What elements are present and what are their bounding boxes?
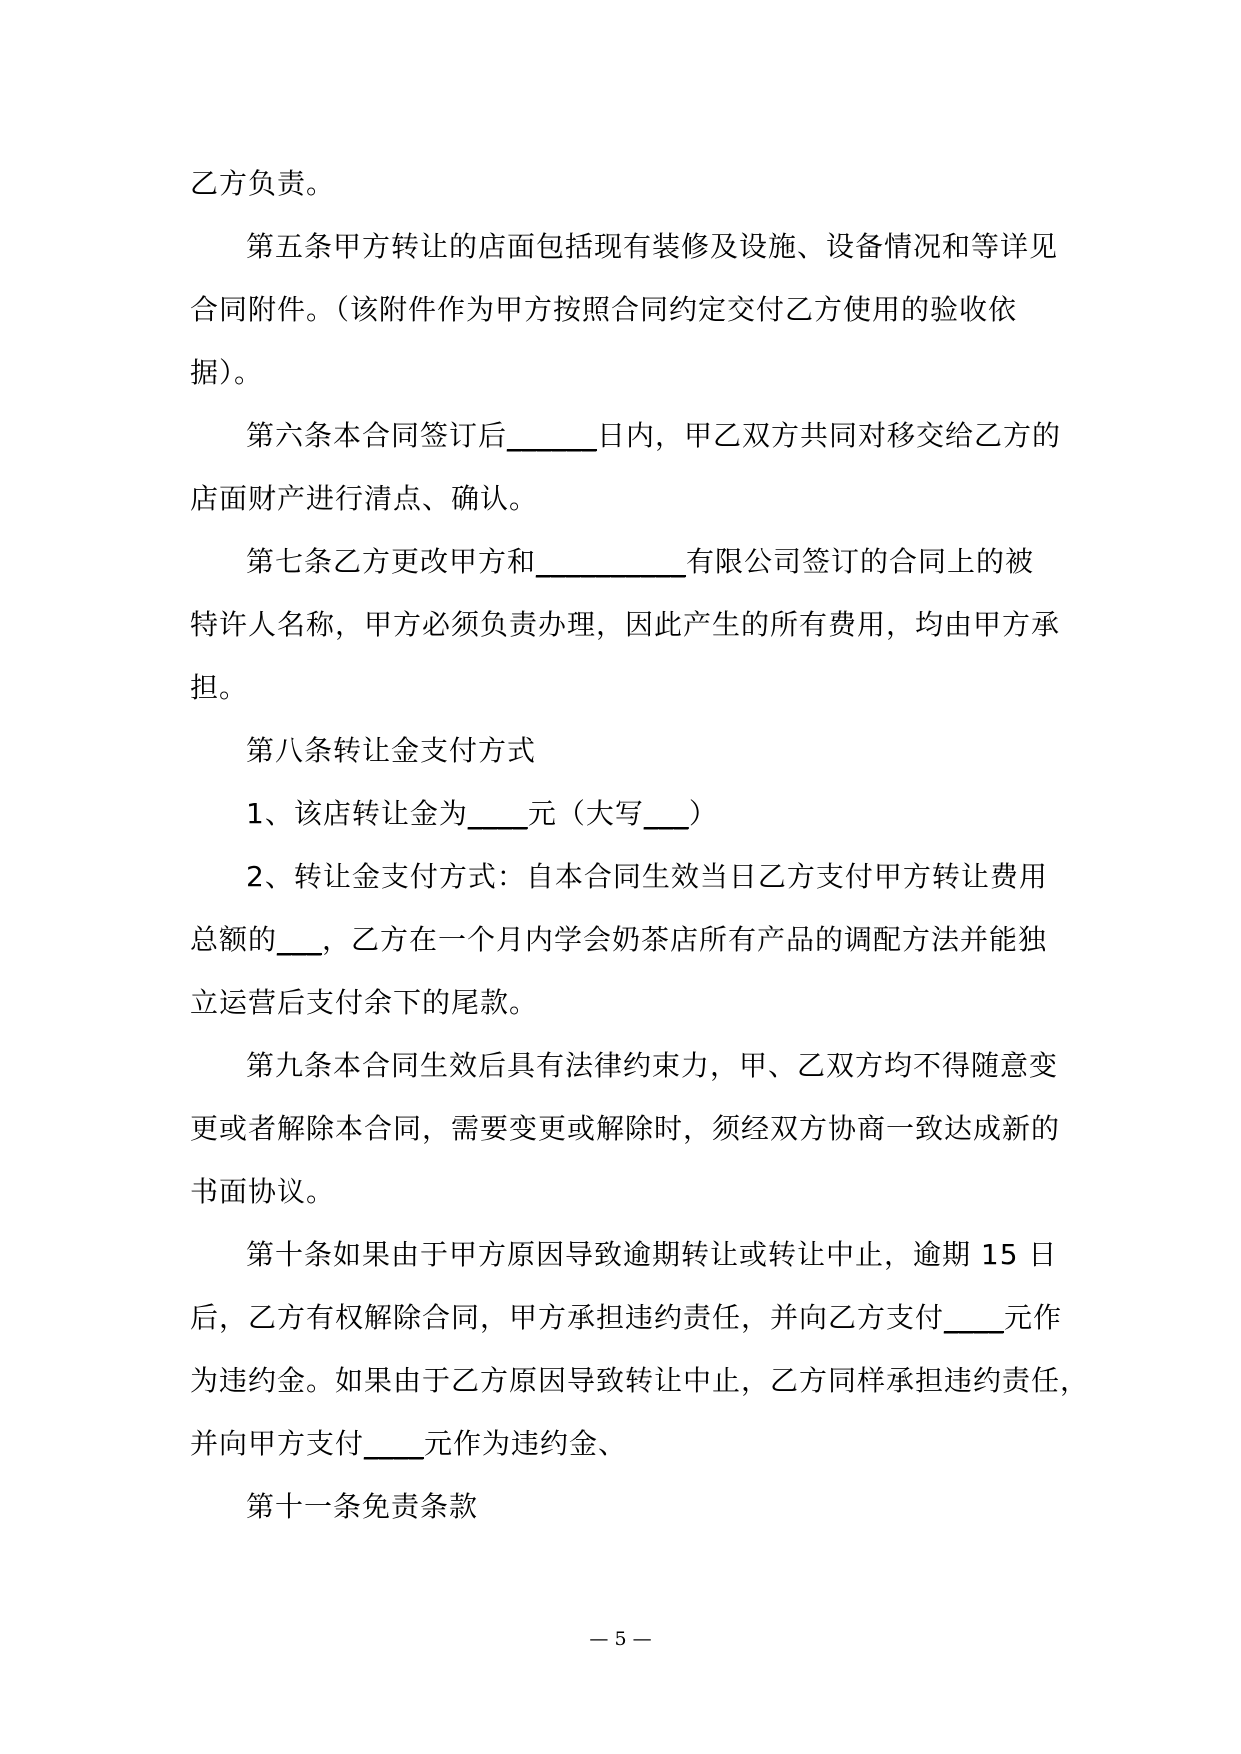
text-line (190, 530, 1050, 593)
text-segment: 1、该店转让金为 (246, 797, 468, 830)
blank-field: ___ (277, 923, 323, 956)
text-line: 第八条转让金支付方式 (246, 734, 537, 767)
contract-body (190, 152, 1090, 1538)
text-line (190, 404, 1062, 467)
blank-field: ___ (643, 797, 689, 830)
text-segment: ，乙方在一个月内学会奶茶店所有产品的调配方法并能独 (322, 923, 1048, 956)
text-line (190, 1412, 1050, 1475)
text-segment: 有限公司签订的合同上的被 (686, 545, 1035, 578)
text-line: 店面财产进行清点、确认。 (190, 482, 539, 515)
text-line: 2、转让金支付方式：自本合同生效当日乙方支付甲方转让费用 (246, 860, 1048, 893)
text-segment: 并向甲方支付 (190, 1427, 365, 1460)
text-line: 第九条本合同生效后具有法律约束力，甲、乙双方均不得随意变 (246, 1049, 1059, 1082)
text-segment: 元作为违约金、 (424, 1427, 628, 1460)
text-line: 据）。 (190, 356, 264, 389)
page-number: — 5 — (589, 1628, 652, 1650)
text-line: 立运营后支付余下的尾款。 (190, 986, 539, 1019)
text-segment: 总额的 (190, 923, 278, 956)
text-line: 第五条甲方转让的店面包括现有装修及设施、设备情况和等详见 (246, 230, 1059, 263)
blank-field: ____ (364, 1427, 425, 1460)
text-segment: 元作 (1004, 1301, 1063, 1334)
blank-field: __________ (536, 545, 687, 578)
text-segment: 日内，甲乙双方共同对移交给乙方的 (597, 419, 1062, 452)
text-segment: 元（大写 (527, 797, 644, 830)
text-line: 为违约金。如果由于乙方原因导致转让中止，乙方同样承担违约责任， (190, 1364, 1090, 1397)
text-line (190, 1286, 1063, 1349)
text-line: 第十条如果由于甲方原因导致逾期转让或转让中止，逾期 15 日 (246, 1238, 1058, 1271)
text-segment: ） (688, 797, 718, 830)
blank-field: ____ (467, 797, 528, 830)
text-line: 担。 (190, 671, 249, 704)
text-line (190, 782, 1050, 845)
text-line: 书面协议。 (190, 1175, 336, 1208)
text-line: 合同附件。（该附件作为甲方按照合同约定交付乙方使用的验收依 (190, 293, 1018, 326)
text-line: 特许人名称，甲方必须负责办理，因此产生的所有费用，均由甲方承 (190, 608, 1061, 641)
text-line: 乙方负责。 (190, 167, 336, 200)
blank-field: ____ (944, 1301, 1005, 1334)
text-segment: 第六条本合同签订后 (246, 419, 508, 452)
text-line: 更或者解除本合同，需要变更或解除时，须经双方协商一致达成新的 (190, 1112, 1061, 1145)
text-segment: 后，乙方有权解除合同，甲方承担违约责任，并向乙方支付 (190, 1301, 945, 1334)
text-line: 第十一条免责条款 (246, 1490, 479, 1523)
text-segment: 第七条乙方更改甲方和 (246, 545, 537, 578)
blank-field: ______ (507, 419, 598, 452)
text-line (190, 908, 1050, 971)
